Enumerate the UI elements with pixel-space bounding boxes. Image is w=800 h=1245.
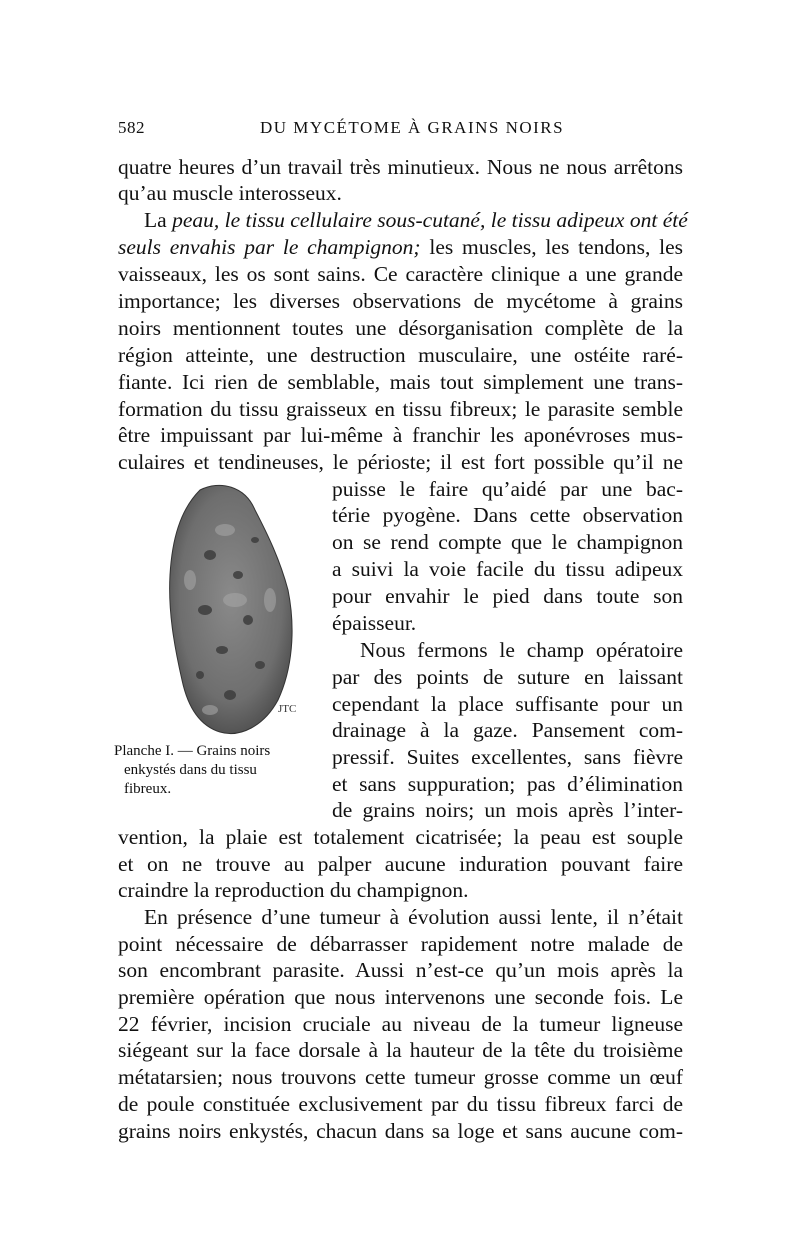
text-line: formation du tissu graisseux en tissu fibreux; le parasite semble (118, 397, 683, 421)
text-line: grains noirs enkystés, chacun dans sa loge et sans aucune com- (118, 1119, 683, 1143)
italic-span: seuls envahis par le champignon; (118, 235, 421, 259)
text-line: point nécessaire de débarrasser rapidement notre malade de (118, 932, 683, 956)
text-span: les muscles, les tendons, les (420, 235, 683, 259)
caption-line: Planche I. — Grains noirs (114, 743, 271, 759)
text-line: drainage à la gaze. Pansement com- (332, 718, 683, 742)
text-line: région atteinte, une destruction musculaire, une ostéite raré- (118, 343, 683, 367)
text-line: de poule constituée exclusivement par du tissu fibreux farci de (118, 1092, 683, 1116)
specimen-figure (160, 480, 300, 742)
running-title: DU MYCÉTOME À GRAINS NOIRS (260, 118, 565, 137)
text-line: vaisseaux, les os sont sains. Ce caractère clinique a une grande (118, 262, 683, 286)
page-number: 582 (118, 118, 145, 137)
text-line: épaisseur. (332, 611, 417, 635)
text-line: de grains noirs; un mois après l’inter- (332, 798, 683, 822)
text-line: Nous fermons le champ opératoire (360, 638, 683, 662)
text-line: métatarsien; nous trouvons cette tumeur grosse comme un œuf (118, 1065, 683, 1089)
text-line: son encombrant parasite. Aussi n’est-ce qu’un mois après la (118, 958, 683, 982)
text-line: on se rend compte que le champignon (332, 530, 683, 554)
text-line: pour envahir le pied dans toute son (332, 584, 683, 608)
text-line: première opération que nous intervenons une seconde fois. Le (118, 985, 683, 1009)
text-line: qu’au muscle interosseux. (118, 181, 342, 205)
italic-span: peau, le tissu cellulaire sous-cutané, le tissu adipeux ont été (172, 208, 688, 232)
running-header (118, 118, 683, 144)
text-line: fiante. Ici rien de semblable, mais tout simplement une trans- (118, 370, 683, 394)
text-line: En présence d’une tumeur à évolution aussi lente, il n’était (144, 905, 683, 929)
text-line: noirs mentionnent toutes une désorganisation complète de la (118, 316, 683, 340)
text-line: térie pyogène. Dans cette observation (332, 503, 683, 527)
text-line: a suivi la voie facile du tissu adipeux (332, 557, 683, 581)
text-line: culaires et tendineuses, le périoste; il est fort possible qu’il ne (118, 450, 683, 474)
text-line: et on ne trouve au palper aucune induration pouvant faire (118, 852, 683, 876)
text-line: puisse le faire qu’aidé par une bac- (332, 477, 683, 501)
text-line: 22 février, incision cruciale au niveau de la tumeur ligneuse (118, 1012, 683, 1036)
text-line: quatre heures d’un travail très minutieux. Nous ne nous arrêtons (118, 155, 683, 179)
caption-line: enkystés dans du tissu (124, 762, 257, 778)
text-line: importance; les diverses observations de mycétome à grains (118, 289, 683, 313)
text-line: par des points de suture en laissant (332, 665, 683, 689)
text-line: pressif. Suites excellentes, sans fièvre (332, 745, 683, 769)
text-line: cependant la place suffisante pour un (332, 692, 683, 716)
text-line: et sans suppuration; pas d’élimination (332, 772, 683, 796)
text-line-mixed (118, 234, 683, 260)
text-line-italic-lead (118, 207, 688, 233)
tissue-section-image (160, 480, 300, 742)
caption-line: fibreux. (124, 781, 172, 797)
text-line: vention, la plaie est totalement cicatrisée; la peau est souple (118, 825, 683, 849)
figure-caption (114, 742, 320, 799)
text-line: craindre la reproduction du champignon. (118, 878, 469, 902)
text-line: siégeant sur la face dorsale à la hauteur de la tête du troisième (118, 1038, 683, 1062)
text-span: La (144, 208, 173, 232)
figure-monogram: JTC (278, 703, 297, 715)
text-line: être impuissant par lui-même à franchir les aponévroses mus- (118, 423, 683, 447)
